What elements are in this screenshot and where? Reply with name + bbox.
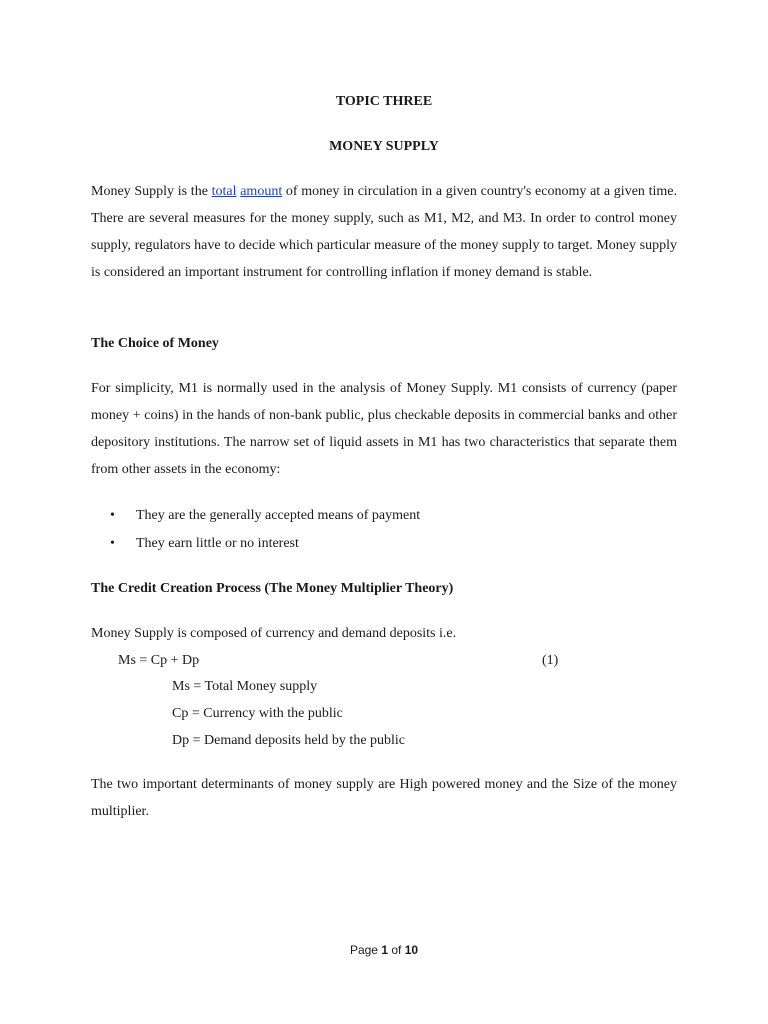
equation: Ms = Cp + Dp: [118, 653, 200, 668]
intro-paragraph: [91, 178, 677, 286]
of-label: of: [391, 943, 402, 957]
supply-composition-text: Money Supply is composed of currency and demand deposits i.e.: [91, 626, 457, 641]
bullet-icon: •: [110, 536, 115, 551]
page-label: Page: [349, 943, 378, 957]
definition-dp: Dp = Demand deposits held by the public: [172, 733, 406, 748]
list-item-text: They are the generally accepted means of payment: [136, 508, 421, 523]
section-heading-credit-creation: The Credit Creation Process (The Money Multiplier Theory): [91, 581, 454, 596]
bullet-icon: •: [110, 508, 115, 523]
definition-ms: Ms = Total Money supply: [172, 679, 318, 694]
page-title: MONEY SUPPLY: [329, 139, 439, 154]
section-heading-choice-of-money: The Choice of Money: [91, 336, 219, 351]
equation-number: (1): [542, 653, 559, 668]
list-item-text: They earn little or no interest: [136, 536, 299, 551]
determinants-paragraph: The two important determinants of money supply are High powered money and the Size of the money multiplier.: [91, 777, 677, 819]
characteristics-list: [110, 505, 420, 561]
total-pages-number: 10: [404, 943, 419, 957]
current-page-number: 1: [381, 943, 388, 957]
list-item: [110, 505, 420, 533]
page-footer: [0, 943, 768, 957]
link-total[interactable]: total: [211, 184, 237, 199]
definition-cp: Cp = Currency with the public: [172, 706, 343, 721]
list-item: [110, 533, 420, 561]
intro-suffix: of money in circulation in a given country's economy at a given time. There are several measures for the money supply, such as M1, M2, and M3. In order to control money supply, regulators have to decide which particular measure of the money supply to target. Money supply is considered an important instrument for controlling inflation if money demand is stable.: [91, 184, 677, 280]
topic-heading: TOPIC THREE: [335, 94, 433, 109]
link-amount[interactable]: amount: [240, 184, 283, 199]
intro-prefix: Money Supply is the: [91, 184, 212, 199]
choice-of-money-paragraph: For simplicity, M1 is normally used in the analysis of Money Supply. M1 consists of currency (paper money + coins) in the hands of non-bank public, plus checkable deposits in commercial banks and other depository institutions. The narrow set of liquid assets in M1 has two characteristics that separate them from other assets in the economy:: [91, 381, 677, 477]
